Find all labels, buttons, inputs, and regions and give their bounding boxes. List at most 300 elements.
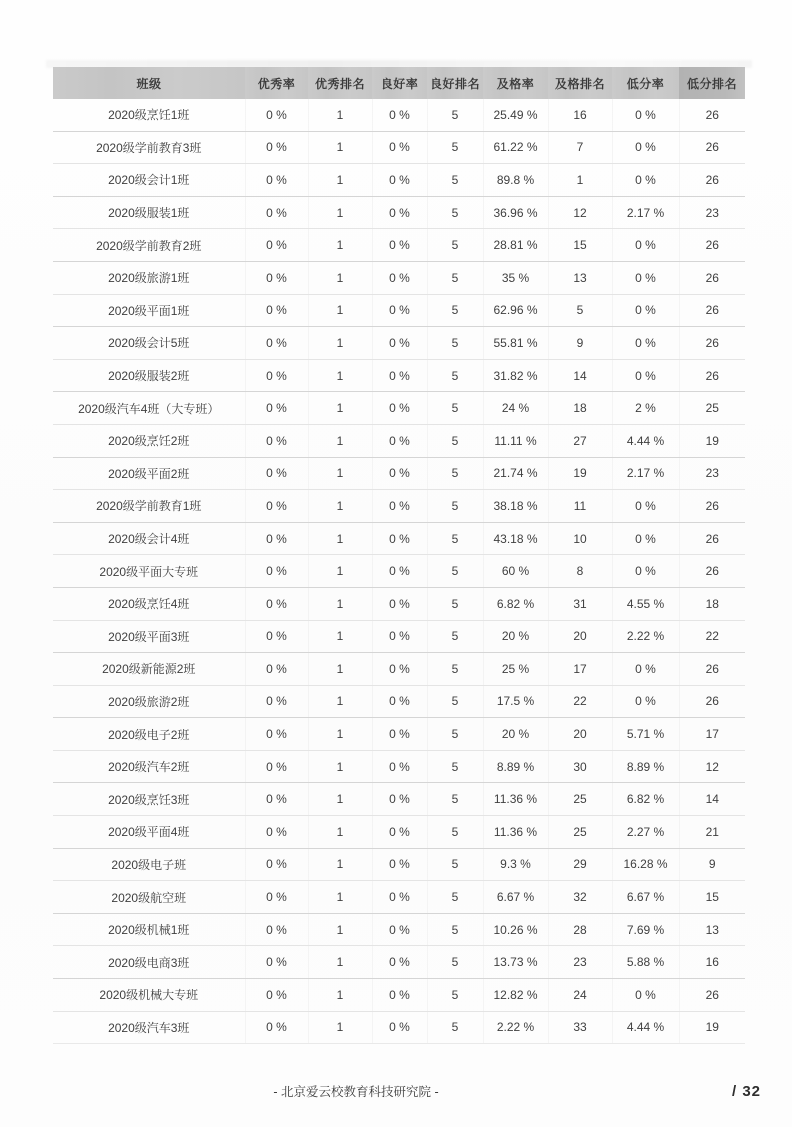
value-cell: 1 [308, 131, 372, 164]
value-cell: 18 [679, 587, 745, 620]
value-cell: 1 [308, 587, 372, 620]
report-table [53, 67, 745, 1044]
table-row [53, 424, 745, 457]
value-cell: 55.81 % [483, 327, 548, 360]
table-row [53, 881, 745, 914]
value-cell: 20 % [483, 718, 548, 751]
value-cell: 1 [308, 261, 372, 294]
value-cell: 1 [308, 620, 372, 653]
value-cell: 5 [427, 979, 483, 1012]
table-row [53, 685, 745, 718]
value-cell: 7.69 % [612, 913, 679, 946]
value-cell: 6.67 % [483, 881, 548, 914]
value-cell: 0 % [372, 587, 427, 620]
table-row [53, 164, 745, 197]
value-cell: 20 [548, 620, 612, 653]
value-cell: 2.17 % [612, 196, 679, 229]
value-cell: 0 % [372, 783, 427, 816]
value-cell: 0 % [612, 653, 679, 686]
value-cell: 0 % [612, 685, 679, 718]
value-cell: 0 % [372, 196, 427, 229]
class-name-cell: 2020级机械1班 [53, 913, 245, 946]
value-cell: 0 % [245, 587, 308, 620]
value-cell: 0 % [372, 424, 427, 457]
value-cell: 2.22 % [612, 620, 679, 653]
value-cell: 5 [427, 359, 483, 392]
value-cell: 0 % [372, 392, 427, 425]
value-cell: 1 [308, 229, 372, 262]
value-cell: 16 [548, 99, 612, 131]
value-cell: 0 % [372, 718, 427, 751]
value-cell: 25 [548, 783, 612, 816]
value-cell: 1 [308, 913, 372, 946]
value-cell: 8 [548, 555, 612, 588]
value-cell: 1 [308, 750, 372, 783]
value-cell: 0 % [612, 294, 679, 327]
value-cell: 0 % [372, 750, 427, 783]
class-name-cell: 2020级电子2班 [53, 718, 245, 751]
value-cell: 5 [427, 848, 483, 881]
value-cell: 1 [308, 294, 372, 327]
value-cell: 5 [427, 327, 483, 360]
value-cell: 25 [548, 816, 612, 849]
class-name-cell: 2020级烹饪1班 [53, 99, 245, 131]
value-cell: 22 [679, 620, 745, 653]
column-header-excellent-rank: 优秀排名 [308, 67, 372, 99]
value-cell: 16 [679, 946, 745, 979]
value-cell: 0 % [245, 229, 308, 262]
value-cell: 5 [427, 555, 483, 588]
value-cell: 10 [548, 522, 612, 555]
value-cell: 4.44 % [612, 1011, 679, 1044]
table-row [53, 392, 745, 425]
column-header-good-rate: 良好率 [372, 67, 427, 99]
value-cell: 0 % [612, 359, 679, 392]
value-cell: 0 % [245, 913, 308, 946]
table-row [53, 979, 745, 1012]
value-cell: 1 [308, 457, 372, 490]
value-cell: 0 % [372, 164, 427, 197]
value-cell: 12 [548, 196, 612, 229]
value-cell: 17 [548, 653, 612, 686]
value-cell: 5 [427, 196, 483, 229]
class-name-cell: 2020级学前教育1班 [53, 490, 245, 523]
value-cell: 5 [427, 750, 483, 783]
table-row [53, 555, 745, 588]
value-cell: 0 % [245, 750, 308, 783]
value-cell: 5 [427, 261, 483, 294]
value-cell: 19 [679, 424, 745, 457]
table-row [53, 946, 745, 979]
value-cell: 1 [308, 392, 372, 425]
value-cell: 25.49 % [483, 99, 548, 131]
class-name-cell: 2020级电商3班 [53, 946, 245, 979]
table-header-row [53, 67, 745, 99]
value-cell: 5 [427, 946, 483, 979]
value-cell: 1 [308, 359, 372, 392]
value-cell: 0 % [245, 1011, 308, 1044]
value-cell: 5 [427, 653, 483, 686]
value-cell: 0 % [245, 653, 308, 686]
value-cell: 5 [427, 587, 483, 620]
value-cell: 12 [679, 750, 745, 783]
value-cell: 0 % [372, 327, 427, 360]
value-cell: 5 [427, 229, 483, 262]
page-number: / 32 [732, 1083, 762, 1100]
class-name-cell: 2020级电子班 [53, 848, 245, 881]
value-cell: 0 % [372, 555, 427, 588]
value-cell: 26 [679, 653, 745, 686]
value-cell: 26 [679, 261, 745, 294]
value-cell: 0 % [245, 522, 308, 555]
value-cell: 31.82 % [483, 359, 548, 392]
value-cell: 4.55 % [612, 587, 679, 620]
class-name-cell: 2020级机械大专班 [53, 979, 245, 1012]
value-cell: 26 [679, 522, 745, 555]
value-cell: 0 % [372, 490, 427, 523]
value-cell: 2 % [612, 392, 679, 425]
table-row [53, 490, 745, 523]
class-name-cell: 2020级平面1班 [53, 294, 245, 327]
class-name-cell: 2020级航空班 [53, 881, 245, 914]
value-cell: 1 [308, 946, 372, 979]
value-cell: 28 [548, 913, 612, 946]
value-cell: 5 [427, 131, 483, 164]
value-cell: 5 [427, 783, 483, 816]
value-cell: 9 [679, 848, 745, 881]
value-cell: 23 [679, 457, 745, 490]
table-row [53, 229, 745, 262]
class-name-cell: 2020级烹饪4班 [53, 587, 245, 620]
column-header-class: 班级 [53, 67, 245, 99]
class-name-cell: 2020级汽车4班（大专班） [53, 392, 245, 425]
value-cell: 5 [427, 718, 483, 751]
value-cell: 5.71 % [612, 718, 679, 751]
value-cell: 5 [427, 99, 483, 131]
value-cell: 13 [548, 261, 612, 294]
value-cell: 1 [308, 783, 372, 816]
value-cell: 0 % [372, 653, 427, 686]
value-cell: 8.89 % [483, 750, 548, 783]
value-cell: 1 [308, 1011, 372, 1044]
class-name-cell: 2020级会计1班 [53, 164, 245, 197]
value-cell: 24 % [483, 392, 548, 425]
value-cell: 20 % [483, 620, 548, 653]
value-cell: 0 % [372, 913, 427, 946]
value-cell: 0 % [612, 327, 679, 360]
class-name-cell: 2020级烹饪2班 [53, 424, 245, 457]
table-row [53, 327, 745, 360]
value-cell: 26 [679, 490, 745, 523]
value-cell: 23 [679, 196, 745, 229]
value-cell: 12.82 % [483, 979, 548, 1012]
value-cell: 0 % [372, 229, 427, 262]
value-cell: 5 [427, 490, 483, 523]
value-cell: 26 [679, 555, 745, 588]
value-cell: 26 [679, 685, 745, 718]
value-cell: 14 [548, 359, 612, 392]
value-cell: 0 % [612, 261, 679, 294]
value-cell: 21 [679, 816, 745, 849]
value-cell: 60 % [483, 555, 548, 588]
value-cell: 0 % [372, 359, 427, 392]
value-cell: 26 [679, 164, 745, 197]
value-cell: 26 [679, 229, 745, 262]
class-name-cell: 2020级平面4班 [53, 816, 245, 849]
column-header-low-rate: 低分率 [612, 67, 679, 99]
value-cell: 31 [548, 587, 612, 620]
value-cell: 19 [548, 457, 612, 490]
value-cell: 18 [548, 392, 612, 425]
value-cell: 14 [679, 783, 745, 816]
value-cell: 26 [679, 99, 745, 131]
class-name-cell: 2020级新能源2班 [53, 653, 245, 686]
value-cell: 13 [679, 913, 745, 946]
table-row [53, 653, 745, 686]
value-cell: 5 [427, 1011, 483, 1044]
value-cell: 6.82 % [612, 783, 679, 816]
value-cell: 5 [427, 620, 483, 653]
value-cell: 0 % [372, 685, 427, 718]
class-name-cell: 2020级汽车2班 [53, 750, 245, 783]
value-cell: 0 % [372, 979, 427, 1012]
value-cell: 0 % [245, 555, 308, 588]
value-cell: 26 [679, 327, 745, 360]
value-cell: 0 % [245, 881, 308, 914]
value-cell: 11.36 % [483, 783, 548, 816]
value-cell: 38.18 % [483, 490, 548, 523]
value-cell: 32 [548, 881, 612, 914]
class-name-cell: 2020级汽车3班 [53, 1011, 245, 1044]
value-cell: 0 % [245, 457, 308, 490]
table-row [53, 783, 745, 816]
value-cell: 30 [548, 750, 612, 783]
table-row [53, 457, 745, 490]
table-row [53, 718, 745, 751]
value-cell: 1 [308, 848, 372, 881]
value-cell: 9 [548, 327, 612, 360]
value-cell: 1 [548, 164, 612, 197]
class-name-cell: 2020级服装2班 [53, 359, 245, 392]
value-cell: 0 % [372, 99, 427, 131]
value-cell: 28.81 % [483, 229, 548, 262]
value-cell: 0 % [612, 522, 679, 555]
value-cell: 0 % [372, 946, 427, 979]
table-row [53, 913, 745, 946]
value-cell: 23 [548, 946, 612, 979]
value-cell: 17 [679, 718, 745, 751]
value-cell: 1 [308, 555, 372, 588]
value-cell: 0 % [245, 490, 308, 523]
class-name-cell: 2020级学前教育3班 [53, 131, 245, 164]
value-cell: 0 % [612, 229, 679, 262]
value-cell: 1 [308, 979, 372, 1012]
value-cell: 61.22 % [483, 131, 548, 164]
value-cell: 0 % [245, 685, 308, 718]
value-cell: 24 [548, 979, 612, 1012]
value-cell: 0 % [245, 327, 308, 360]
value-cell: 13.73 % [483, 946, 548, 979]
value-cell: 7 [548, 131, 612, 164]
value-cell: 0 % [245, 424, 308, 457]
value-cell: 1 [308, 522, 372, 555]
value-cell: 0 % [372, 457, 427, 490]
value-cell: 5 [427, 913, 483, 946]
value-cell: 5 [427, 392, 483, 425]
value-cell: 62.96 % [483, 294, 548, 327]
value-cell: 0 % [245, 196, 308, 229]
class-name-cell: 2020级会计5班 [53, 327, 245, 360]
value-cell: 0 % [612, 490, 679, 523]
value-cell: 1 [308, 685, 372, 718]
value-cell: 22 [548, 685, 612, 718]
class-name-cell: 2020级平面大专班 [53, 555, 245, 588]
value-cell: 6.67 % [612, 881, 679, 914]
value-cell: 5 [427, 294, 483, 327]
value-cell: 0 % [245, 359, 308, 392]
value-cell: 0 % [245, 946, 308, 979]
value-cell: 0 % [612, 164, 679, 197]
value-cell: 0 % [372, 620, 427, 653]
value-cell: 0 % [372, 131, 427, 164]
value-cell: 21.74 % [483, 457, 548, 490]
class-name-cell: 2020级旅游2班 [53, 685, 245, 718]
value-cell: 5 [548, 294, 612, 327]
value-cell: 20 [548, 718, 612, 751]
table-row [53, 848, 745, 881]
footer [0, 1082, 712, 1100]
value-cell: 5.88 % [612, 946, 679, 979]
value-cell: 0 % [245, 816, 308, 849]
value-cell: 0 % [245, 848, 308, 881]
table-row [53, 359, 745, 392]
table-row [53, 620, 745, 653]
value-cell: 0 % [245, 131, 308, 164]
value-cell: 1 [308, 424, 372, 457]
value-cell: 2.22 % [483, 1011, 548, 1044]
value-cell: 5 [427, 522, 483, 555]
value-cell: 17.5 % [483, 685, 548, 718]
value-cell: 36.96 % [483, 196, 548, 229]
value-cell: 0 % [372, 881, 427, 914]
value-cell: 0 % [245, 294, 308, 327]
value-cell: 0 % [612, 979, 679, 1012]
value-cell: 0 % [245, 718, 308, 751]
class-name-cell: 2020级平面2班 [53, 457, 245, 490]
table-row [53, 816, 745, 849]
value-cell: 1 [308, 816, 372, 849]
value-cell: 5 [427, 685, 483, 718]
class-name-cell: 2020级学前教育2班 [53, 229, 245, 262]
class-name-cell: 2020级服装1班 [53, 196, 245, 229]
class-name-cell: 2020级会计4班 [53, 522, 245, 555]
value-cell: 0 % [612, 555, 679, 588]
column-header-low-rank: 低分排名 [679, 67, 745, 99]
table-row [53, 1011, 745, 1044]
value-cell: 16.28 % [612, 848, 679, 881]
value-cell: 5 [427, 816, 483, 849]
value-cell: 11.36 % [483, 816, 548, 849]
value-cell: 0 % [245, 99, 308, 131]
value-cell: 25 [679, 392, 745, 425]
column-header-good-rank: 良好排名 [427, 67, 483, 99]
value-cell: 35 % [483, 261, 548, 294]
value-cell: 6.82 % [483, 587, 548, 620]
value-cell: 29 [548, 848, 612, 881]
class-name-cell: 2020级烹饪3班 [53, 783, 245, 816]
value-cell: 33 [548, 1011, 612, 1044]
value-cell: 0 % [372, 261, 427, 294]
table-row [53, 196, 745, 229]
value-cell: 1 [308, 327, 372, 360]
value-cell: 0 % [372, 1011, 427, 1044]
column-header-pass-rate: 及格率 [483, 67, 548, 99]
value-cell: 0 % [612, 99, 679, 131]
value-cell: 2.17 % [612, 457, 679, 490]
value-cell: 0 % [372, 848, 427, 881]
value-cell: 4.44 % [612, 424, 679, 457]
table-row [53, 131, 745, 164]
value-cell: 1 [308, 881, 372, 914]
value-cell: 15 [548, 229, 612, 262]
value-cell: 0 % [372, 294, 427, 327]
value-cell: 10.26 % [483, 913, 548, 946]
table-row [53, 522, 745, 555]
column-header-excellent-rate: 优秀率 [245, 67, 308, 99]
value-cell: 11.11 % [483, 424, 548, 457]
value-cell: 11 [548, 490, 612, 523]
value-cell: 26 [679, 979, 745, 1012]
value-cell: 1 [308, 164, 372, 197]
class-name-cell: 2020级旅游1班 [53, 261, 245, 294]
value-cell: 5 [427, 164, 483, 197]
value-cell: 5 [427, 424, 483, 457]
value-cell: 1 [308, 99, 372, 131]
table-row [53, 587, 745, 620]
value-cell: 5 [427, 881, 483, 914]
table-body [53, 99, 745, 1044]
table-row [53, 99, 745, 131]
value-cell: 2.27 % [612, 816, 679, 849]
value-cell: 0 % [245, 261, 308, 294]
value-cell: 89.8 % [483, 164, 548, 197]
value-cell: 5 [427, 457, 483, 490]
value-cell: 0 % [612, 131, 679, 164]
value-cell: 0 % [245, 979, 308, 1012]
value-cell: 25 % [483, 653, 548, 686]
value-cell: 27 [548, 424, 612, 457]
class-name-cell: 2020级平面3班 [53, 620, 245, 653]
value-cell: 9.3 % [483, 848, 548, 881]
value-cell: 1 [308, 196, 372, 229]
value-cell: 8.89 % [612, 750, 679, 783]
value-cell: 26 [679, 359, 745, 392]
value-cell: 15 [679, 881, 745, 914]
footer-text: - 北京爱云校教育科技研究院 - [273, 1085, 439, 1099]
value-cell: 0 % [372, 522, 427, 555]
value-cell: 1 [308, 718, 372, 751]
value-cell: 43.18 % [483, 522, 548, 555]
value-cell: 0 % [245, 783, 308, 816]
table-row [53, 261, 745, 294]
value-cell: 0 % [245, 164, 308, 197]
value-cell: 0 % [372, 816, 427, 849]
value-cell: 0 % [245, 392, 308, 425]
value-cell: 1 [308, 490, 372, 523]
value-cell: 26 [679, 294, 745, 327]
value-cell: 1 [308, 653, 372, 686]
value-cell: 19 [679, 1011, 745, 1044]
